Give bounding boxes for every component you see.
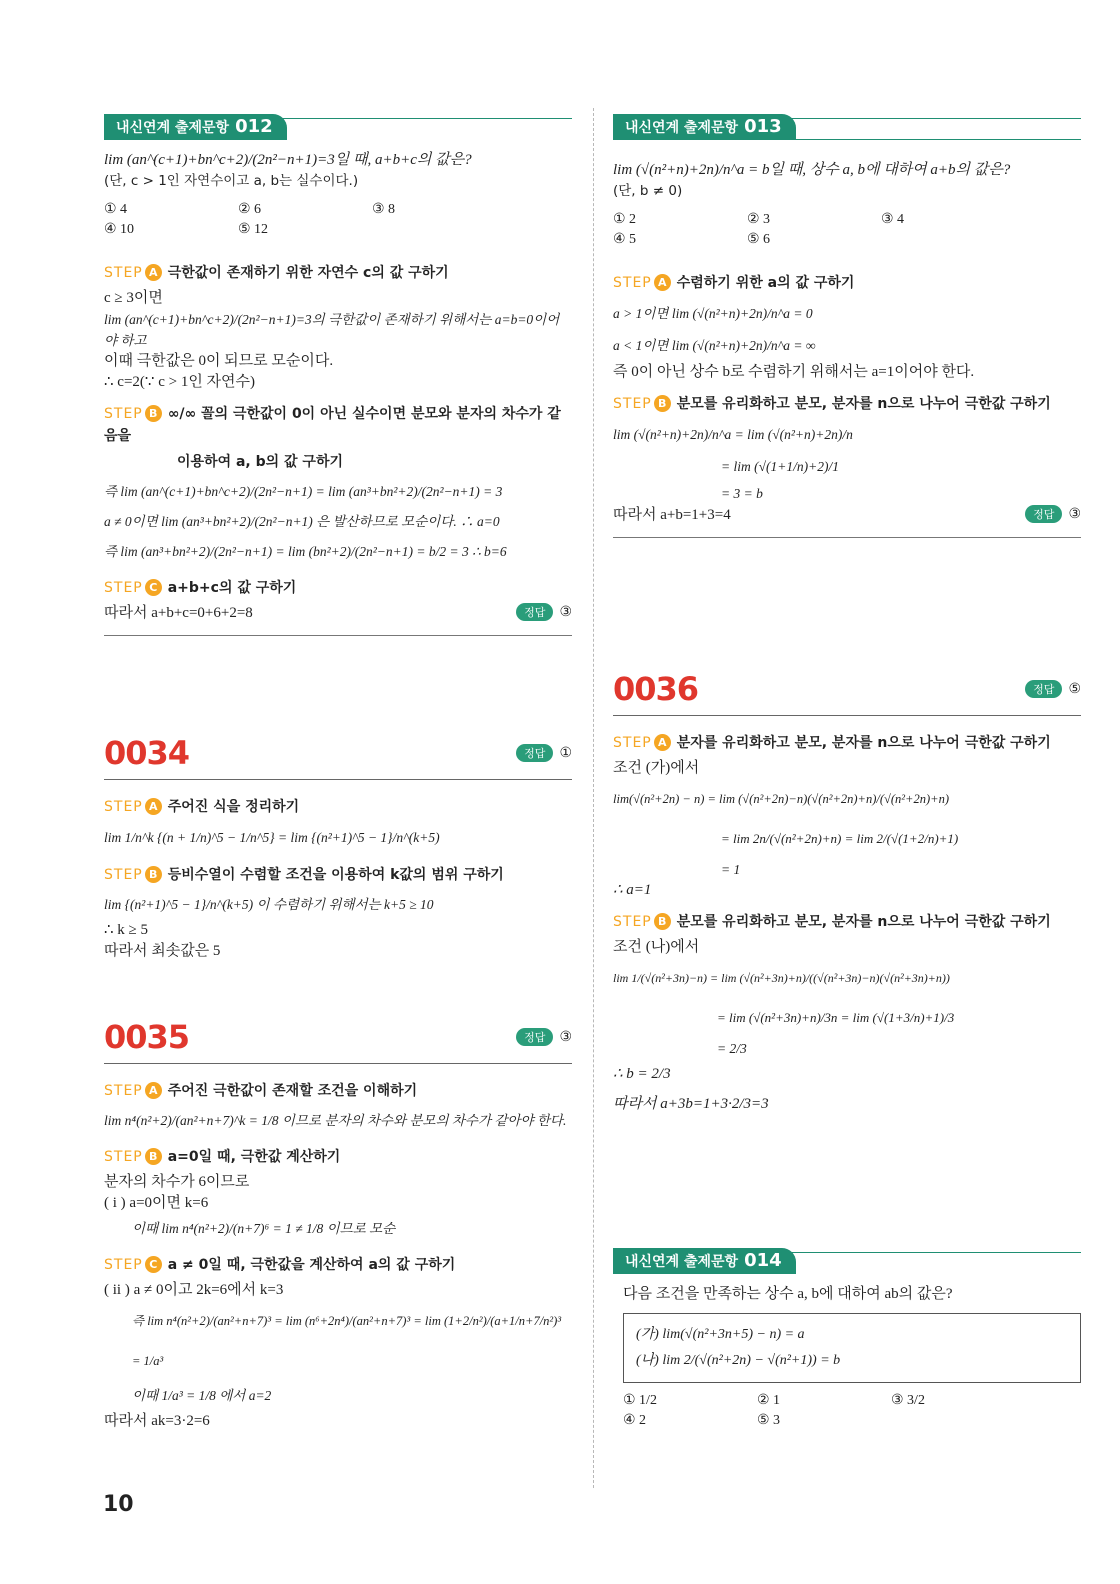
answer-value: ③ — [559, 1029, 572, 1045]
tab-number: 012 — [235, 116, 273, 137]
line: 이때 극한값은 0이 되므로 모순이다. — [104, 353, 334, 369]
line: = lim 2n/(√(n²+2n)+n) = lim 2/(√(1+2/n)+1) — [721, 831, 959, 846]
problem-number-bar — [104, 1018, 572, 1066]
step-b-cont: 이용하여 a, b의 값 구하기 — [177, 454, 343, 470]
choice-2[interactable]: ② 6 — [238, 202, 262, 217]
step-title: ∞/∞ 꼴의 극한값이 0이 아닌 실수이면 분모와 분자의 차수가 같음을 — [104, 406, 561, 444]
final-line: 따라서 a+b+c=0+6+2=8 — [104, 605, 253, 621]
problem-0035 — [104, 1014, 572, 1432]
problem-013 — [613, 110, 1081, 538]
step-title: a+b+c의 값 구하기 — [167, 580, 297, 596]
answer — [1025, 505, 1081, 523]
problem-012 — [104, 110, 572, 636]
line: 즉 0이 아닌 상수 b로 수렴하기 위해서는 a=1이어야 한다. — [613, 364, 975, 380]
line: 따라서 a+3b=1+3·2/3=3 — [613, 1096, 769, 1112]
answer — [516, 1028, 572, 1046]
line: 따라서 최솟값은 5 — [104, 943, 221, 959]
step-title: 분모를 유리화하고 분모, 분자를 n으로 나누어 극한값 구하기 — [676, 396, 1051, 412]
problem-number: 0034 — [104, 734, 190, 772]
line: 조건 (가)에서 — [613, 760, 700, 776]
problem-number: 0036 — [613, 670, 699, 708]
number-rule — [104, 779, 572, 780]
step-title: 분자를 유리화하고 분모, 분자를 n으로 나누어 극한값 구하기 — [676, 735, 1051, 751]
question-text: 다음 조건을 만족하는 상수 a, b에 대하여 ab의 값은? — [623, 1286, 953, 1302]
tab-label: 내신연계 출제문항 — [625, 1254, 739, 1270]
problem-header — [613, 1244, 1081, 1274]
choice-1[interactable]: ① 1/2 — [623, 1393, 657, 1408]
step-b: STEP B 분모를 유리화하고 분모, 분자를 n으로 나누어 극한값 구하기 — [613, 396, 1051, 412]
step-title: 수렴하기 위한 a의 값 구하기 — [676, 275, 855, 291]
choice-3[interactable]: ③ 4 — [881, 212, 905, 227]
line: ∴ b = 2/3 — [613, 1066, 671, 1082]
problem-tab — [613, 1248, 796, 1274]
line: a < 1이면 lim (√(n²+n)+2n)/n^a = ∞ — [613, 338, 816, 353]
step-title: 등비수열이 수렴할 조건을 이용하여 k값의 범위 구하기 — [167, 867, 504, 883]
line: lim (an^(c+1)+bn^c+2)/(2n²−n+1)=3의 극한값이 존재하기 위해서는 a=b=0이어야 하고 — [104, 312, 560, 348]
answer-badge: 정답 — [516, 744, 553, 762]
step-title: 분모를 유리화하고 분모, 분자를 n으로 나누어 극한값 구하기 — [676, 914, 1051, 930]
step-title: a ≠ 0일 때, 극한값을 계산하여 a의 값 구하기 — [167, 1257, 456, 1273]
step-a: STEP A 수렴하기 위한 a의 값 구하기 — [613, 275, 855, 291]
step-b: STEP B 분모를 유리화하고 분모, 분자를 n으로 나누어 극한값 구하기 — [613, 914, 1051, 930]
line: = 2/3 — [717, 1041, 747, 1056]
tab-number: 013 — [744, 116, 782, 137]
problem-0036 — [613, 666, 1081, 1119]
line: 즉 lim n⁴(n²+2)/(an²+n+7)³ = lim (n⁶+2n⁴)/(an²+n+7)³ = lim (1+2/n²)/(a+1/n+7/n²)³ = 1/a³ — [132, 1314, 562, 1368]
line: a > 1이면 lim (√(n²+n)+2n)/n^a = 0 — [613, 306, 813, 321]
problem-number-bar — [613, 670, 1081, 718]
line: lim 1/(√(n²+3n)−n) = lim (√(n²+3n)+n)/((√(n²+3n)−n)(√(n²+3n)+n)) — [613, 971, 950, 985]
line: lim 1/n^k {(n + 1/n)^5 − 1/n^5} = lim {(n²+1)^5 − 1}/n^(k+5) — [104, 830, 440, 845]
line: lim (√(n²+n)+2n)/n^a = lim (√(n²+n)+2n)/n — [613, 427, 853, 442]
line: 조건 (나)에서 — [613, 939, 700, 955]
line: ( i ) a=0이면 k=6 — [104, 1195, 209, 1211]
line: 즉 lim (an^(c+1)+bn^c+2)/(2n²−n+1) = lim (an³+bn²+2)/(2n²−n+1) = 3 — [104, 484, 503, 499]
line: a ≠ 0이면 lim (an³+bn²+2)/(2n²−n+1) 은 발산하므로 모순이다. ∴ a=0 — [104, 514, 500, 529]
line: lim n⁴(n²+2)/(an²+n+7)^k = 1/8 이므로 분자의 차수와 분모의 차수가 같아야 한다. — [104, 1113, 567, 1128]
question-condition: (단, b ≠ 0) — [613, 183, 683, 199]
answer — [516, 744, 572, 762]
answer — [1025, 680, 1081, 698]
step-b: STEP B a=0일 때, 극한값 계산하기 — [104, 1149, 341, 1165]
choice-5[interactable]: ⑤ 6 — [747, 232, 771, 247]
problem-tab — [613, 114, 796, 140]
line: ( ii ) a ≠ 0이고 2k=6에서 k=3 — [104, 1282, 284, 1298]
step-b: STEP B 등비수열이 수렴할 조건을 이용하여 k값의 범위 구하기 — [104, 867, 504, 883]
line: = lim (√(n²+3n)+n)/3n = lim (√(1+3/n)+1)/3 — [717, 1010, 955, 1025]
number-rule — [613, 715, 1081, 716]
line: 즉 lim (an³+bn²+2)/(2n²−n+1) = lim (bn²+2)/(2n²−n+1) = b/2 = 3 ∴ b=6 — [104, 544, 507, 559]
problem-header — [613, 110, 1081, 140]
question-text: lim (√(n²+n)+2n)/n^a = b일 때, 상수 a, b에 대하여 a+b의 값은? — [613, 162, 1011, 178]
choice-4[interactable]: ④ 5 — [613, 232, 637, 247]
problem-number-bar — [104, 734, 572, 782]
tab-label: 내신연계 출제문항 — [116, 120, 230, 136]
page-number: 10 — [103, 1492, 134, 1517]
answer — [516, 603, 572, 621]
line: lim {(n²+1)^5 − 1}/n^(k+5) 이 수렴하기 위해서는 k+5 ≥ 10 — [104, 897, 434, 912]
choices — [613, 1391, 1081, 1431]
step-a: STEP A 분자를 유리화하고 분모, 분자를 n으로 나누어 극한값 구하기 — [613, 735, 1051, 751]
problem-tab — [104, 114, 287, 140]
line: = 3 = b — [721, 486, 763, 501]
choice-2[interactable]: ② 3 — [747, 212, 771, 227]
line: ∴ a=1 — [613, 882, 652, 898]
choice-3[interactable]: ③ 8 — [372, 202, 396, 217]
line: ∴ k ≥ 5 — [104, 922, 149, 938]
answer-value: ③ — [559, 604, 572, 620]
condition-b: (나) lim 2/(√(n²+2n) − √(n²+1)) = b — [636, 1353, 841, 1368]
section-end-rule — [104, 635, 572, 636]
condition-box — [623, 1313, 1081, 1383]
line: ∴ c=2(∵ c > 1인 자연수) — [104, 374, 256, 390]
line: = lim (√(1+1/n)+2)/1 — [721, 459, 839, 474]
column-divider — [593, 108, 594, 1488]
choice-4[interactable]: ④ 2 — [623, 1413, 647, 1428]
problem-0034 — [104, 730, 572, 962]
choices — [613, 210, 1081, 250]
answer-value: ① — [559, 745, 572, 761]
step-title: 주어진 극한값이 존재할 조건을 이해하기 — [167, 1083, 418, 1099]
line: lim(√(n²+2n) − n) = lim (√(n²+2n)−n)(√(n²+2n)+n)/(√(n²+2n)+n) — [613, 792, 949, 806]
line: c ≥ 3이면 — [104, 290, 163, 306]
step-a: STEP A 주어진 식을 정리하기 — [104, 799, 300, 815]
step-b: STEP B ∞/∞ 꼴의 극한값이 0이 아닌 실수이면 분모와 분자의 차수가 같음을 — [104, 406, 561, 444]
step-a: STEP A 주어진 극한값이 존재할 조건을 이해하기 — [104, 1083, 418, 1099]
choice-2[interactable]: ② 1 — [757, 1393, 781, 1408]
section-end-rule — [613, 537, 1081, 538]
step-c: STEP C a ≠ 0일 때, 극한값을 계산하여 a의 값 구하기 — [104, 1257, 456, 1273]
line: 분자의 차수가 6이므로 — [104, 1174, 250, 1190]
problem-header — [104, 110, 572, 140]
step-a: STEP A 극한값이 존재하기 위한 자연수 c의 값 구하기 — [104, 265, 449, 281]
choice-5[interactable]: ⑤ 3 — [757, 1413, 781, 1428]
answer-value: ⑤ — [1068, 681, 1081, 697]
answer-badge: 정답 — [1025, 680, 1062, 698]
choice-1[interactable]: ① 4 — [104, 202, 128, 217]
step-title: 극한값이 존재하기 위한 자연수 c의 값 구하기 — [167, 265, 449, 281]
step-title: 주어진 식을 정리하기 — [167, 799, 300, 815]
question-text: lim (an^(c+1)+bn^c+2)/(2n²−n+1)=3일 때, a+b+c의 값은? — [104, 152, 472, 168]
problem-014 — [613, 1244, 1081, 1431]
choices — [104, 200, 572, 240]
choice-1[interactable]: ① 2 — [613, 212, 637, 227]
choice-5[interactable]: ⑤ 12 — [238, 222, 269, 237]
problem-number: 0035 — [104, 1018, 190, 1056]
condition-a: (가) lim(√(n²+3n+5) − n) = a — [636, 1327, 805, 1342]
number-rule — [104, 1063, 572, 1064]
final-line: 따라서 a+b=1+3=4 — [613, 507, 731, 523]
step-title: a=0일 때, 극한값 계산하기 — [167, 1149, 341, 1165]
line: 따라서 ak=3·2=6 — [104, 1413, 210, 1429]
tab-number: 014 — [744, 1250, 782, 1271]
choice-4[interactable]: ④ 10 — [104, 222, 135, 237]
answer-badge: 정답 — [1025, 505, 1062, 523]
choice-3[interactable]: ③ 3/2 — [891, 1393, 925, 1408]
answer-value: ③ — [1068, 506, 1081, 522]
step-c: STEP C a+b+c의 값 구하기 — [104, 580, 297, 596]
line: = 1 — [721, 862, 741, 877]
question-condition: (단, c > 1인 자연수이고 a, b는 실수이다.) — [104, 173, 359, 189]
tab-label: 내신연계 출제문항 — [625, 120, 739, 136]
line: 이때 lim n⁴(n²+2)/(n+7)⁶ = 1 ≠ 1/8 이므로 모순 — [132, 1221, 396, 1236]
line: 이때 1/a³ = 1/8 에서 a=2 — [132, 1388, 272, 1403]
answer-badge: 정답 — [516, 1028, 553, 1046]
answer-badge: 정답 — [516, 603, 553, 621]
